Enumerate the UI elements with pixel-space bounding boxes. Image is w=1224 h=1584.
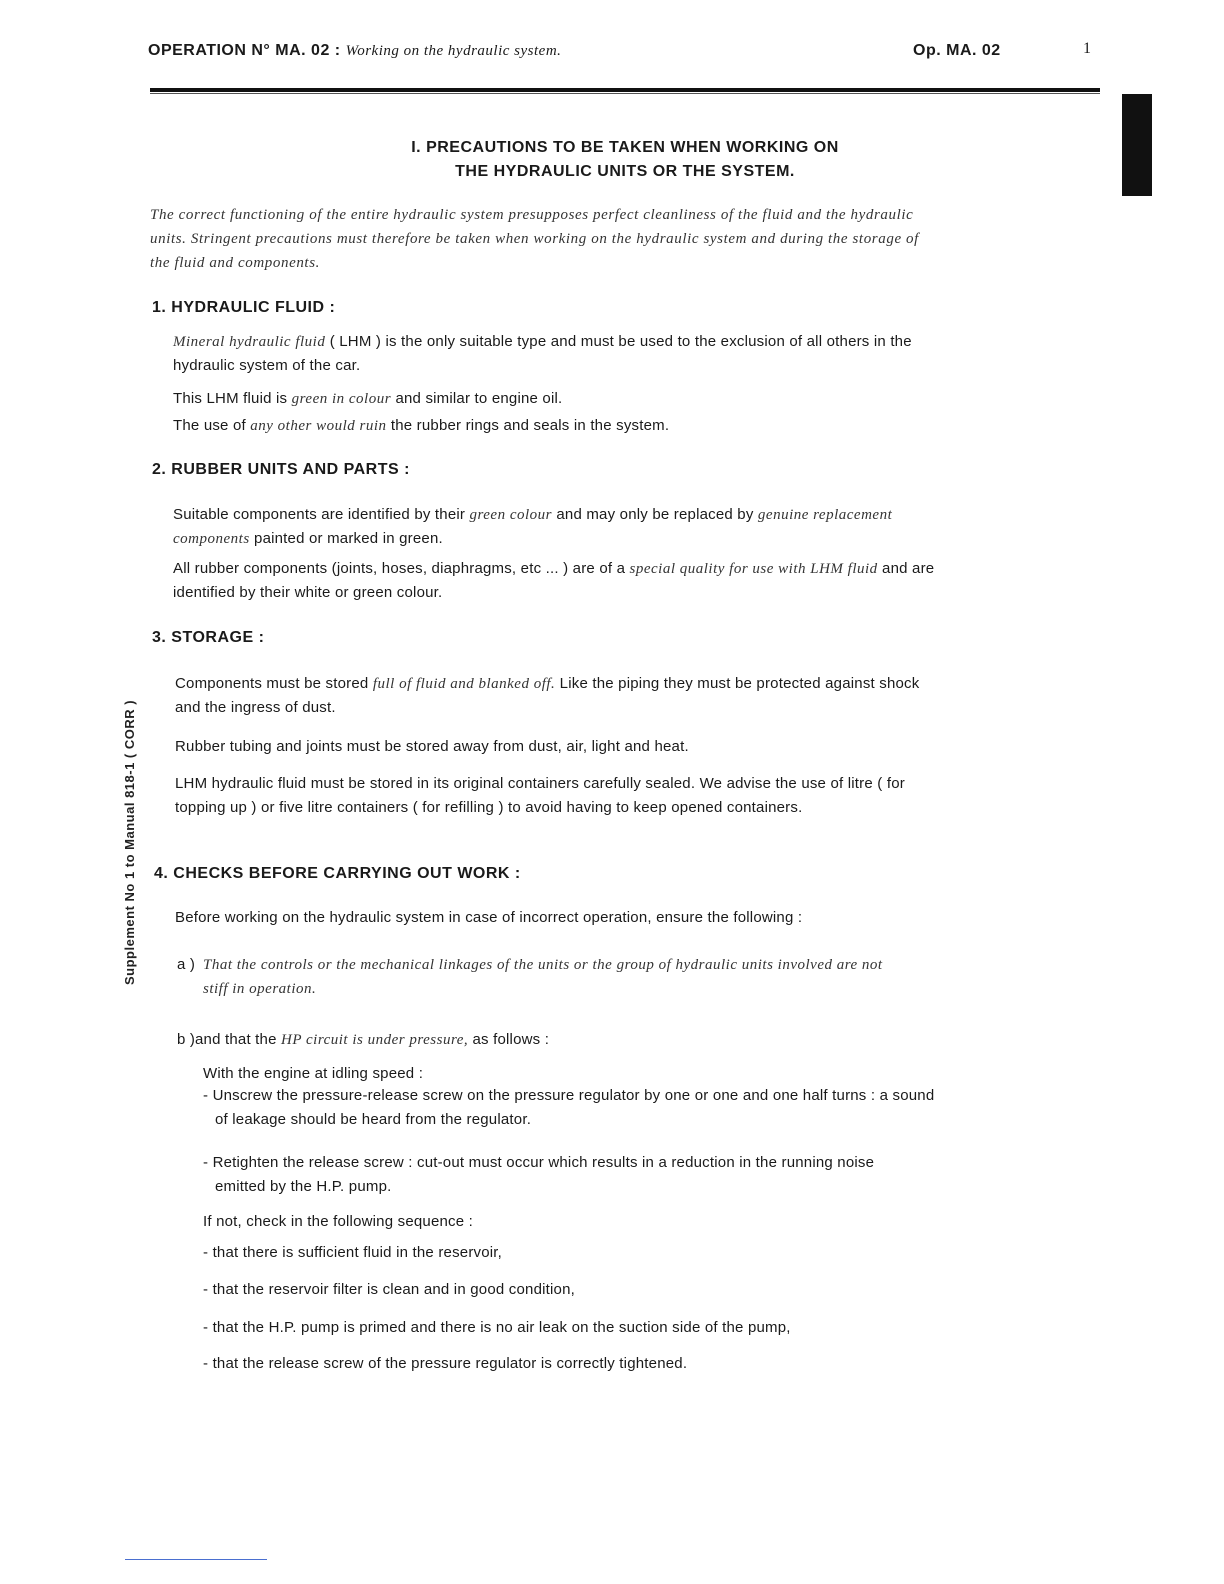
mineral-fluid-italic: Mineral hydraulic fluid [173,334,326,350]
s2-p1-a: Suitable components are identified by their [173,506,470,523]
s1-p1-line2: hydraulic system of the car. [173,357,361,374]
item-b-b: as follows : [468,1031,550,1048]
s1-p3-a: The use of [173,417,251,434]
section-1-para-3 [173,414,669,438]
section-4-intro: Before working on the hydraulic system in case of incorrect operation, ensure the following : [175,909,803,926]
section-3-para-1 [175,672,1105,720]
s1-p3-b: the rubber rings and seals in the system. [386,417,670,434]
unscrew-step [203,1084,1103,1132]
s2-p1-line2-rest: painted or marked in green. [249,530,443,547]
page-number: 1 [1083,40,1091,57]
edge-tab-marker [1122,94,1152,196]
retighten-line2: emitted by the H.P. pump. [215,1178,392,1195]
section-3-para-2: Rubber tubing and joints must be stored away from dust, air, light and heat. [175,738,689,755]
footer-line [125,1559,267,1560]
retighten-step [203,1151,1103,1199]
main-title-line2: THE HYDRAULIC UNITS OR THE SYSTEM. [455,163,795,180]
s2-p1-italic1: green colour [469,507,552,523]
section-1-para-2 [173,387,562,411]
s2-p2-a: All rubber components (joints, hoses, diaphragms, etc ... ) are of a [173,560,630,577]
section-3-para-3 [175,772,1105,820]
item-a-line2: stiff in operation. [203,981,317,997]
section-1-heading: 1. HYDRAULIC FLUID : [152,299,336,316]
intro-line1: The correct functioning of the entire hydraulic system presupposes perfect cleanliness of the fluid and the hydraulic [150,207,914,223]
s1-p1-rest: ( LHM ) is the only suitable type and must be used to the exclusion of all others in the [325,333,912,350]
s2-p2-italic: special quality for use with LHM fluid [629,561,878,577]
main-title-line1: I. PRECAUTIONS TO BE TAKEN WHEN WORKING ON [411,139,839,156]
check-item-4: - that the release screw of the pressure regulator is correctly tightened. [203,1355,688,1372]
item-a-label: a ) [177,956,196,973]
check-item-2: - that the reservoir filter is clean and in good condition, [203,1281,575,1298]
s2-p1-line2-italic: components [173,531,250,547]
intro-paragraph [150,203,1110,275]
s1-p2-a: This LHM fluid is [173,390,292,407]
operation-label: OPERATION N° MA. 02 : [148,42,341,59]
s3-p1-a: Components must be stored [175,675,373,692]
s2-p1-b: and may only be replaced by [552,506,758,523]
if-not-text: If not, check in the following sequence : [203,1213,474,1230]
unscrew-line1: - Unscrew the pressure-release screw on the pressure regulator by one or one and one half turns : a sound [203,1087,935,1104]
item-a-line1: That the controls or the mechanical linkages of the units or the group of hydraulic units involved are not [203,957,883,973]
intro-line2: units. Stringent precautions must therefore be taken when working on the hydraulic system and during the storage of [150,231,919,247]
item-b-a: and that the [195,1031,282,1048]
header-operation [148,42,561,60]
side-supplement-note: Supplement No 1 to Manual 818-1 ( CORR ) [122,699,137,985]
engine-idle-text: With the engine at idling speed : [203,1065,424,1082]
s1-p3-italic: any other would ruin [250,418,387,434]
s3-p3-line2: topping up ) or five litre containers ( for refilling ) to avoid having to keep opened containers. [175,799,803,816]
s3-p1-b: Like the piping they must be protected against shock [555,675,920,692]
s3-p3-line1: LHM hydraulic fluid must be stored in its original containers carefully sealed. We advise the use of litre ( for [175,775,905,792]
header-rule [150,88,1100,92]
s2-p2-b: and are [877,560,935,577]
item-b-text [195,1028,549,1052]
check-item-1: - that there is sufficient fluid in the reservoir, [203,1244,503,1261]
unscrew-line2: of leakage should be heard from the regulator. [215,1111,532,1128]
s3-p1-italic: full of fluid and blanked off. [372,676,556,692]
section-2-heading: 2. RUBBER UNITS AND PARTS : [152,461,410,478]
op-code: Op. MA. 02 [913,42,1001,59]
section-1-para-1 [173,330,1103,378]
s1-p2-b: and similar to engine oil. [391,390,563,407]
s2-p1-italic2: genuine replacement [757,507,893,523]
check-item-3: - that the H.P. pump is primed and there is no air leak on the suction side of the pump, [203,1319,791,1336]
s1-p2-italic: green in colour [291,391,392,407]
operation-title: Working on the hydraulic system. [345,43,562,59]
header-rule-thin [150,93,1100,94]
section-2-para-2 [173,557,1113,605]
item-b-label: b ) [177,1031,196,1048]
s2-p2-line2: identified by their white or green colour. [173,584,443,601]
item-b-italic: HP circuit is under pressure, [281,1032,469,1048]
main-title [300,136,950,184]
item-a-text [203,953,1103,1001]
section-2-para-1 [173,503,1113,551]
retighten-line1: - Retighten the release screw : cut-out must occur which results in a reduction in the running noise [203,1154,875,1171]
section-4-heading: 4. CHECKS BEFORE CARRYING OUT WORK : [154,865,521,882]
s3-p1-line2: and the ingress of dust. [175,699,336,716]
intro-line3: the fluid and components. [150,255,320,271]
section-3-heading: 3. STORAGE : [152,629,265,646]
